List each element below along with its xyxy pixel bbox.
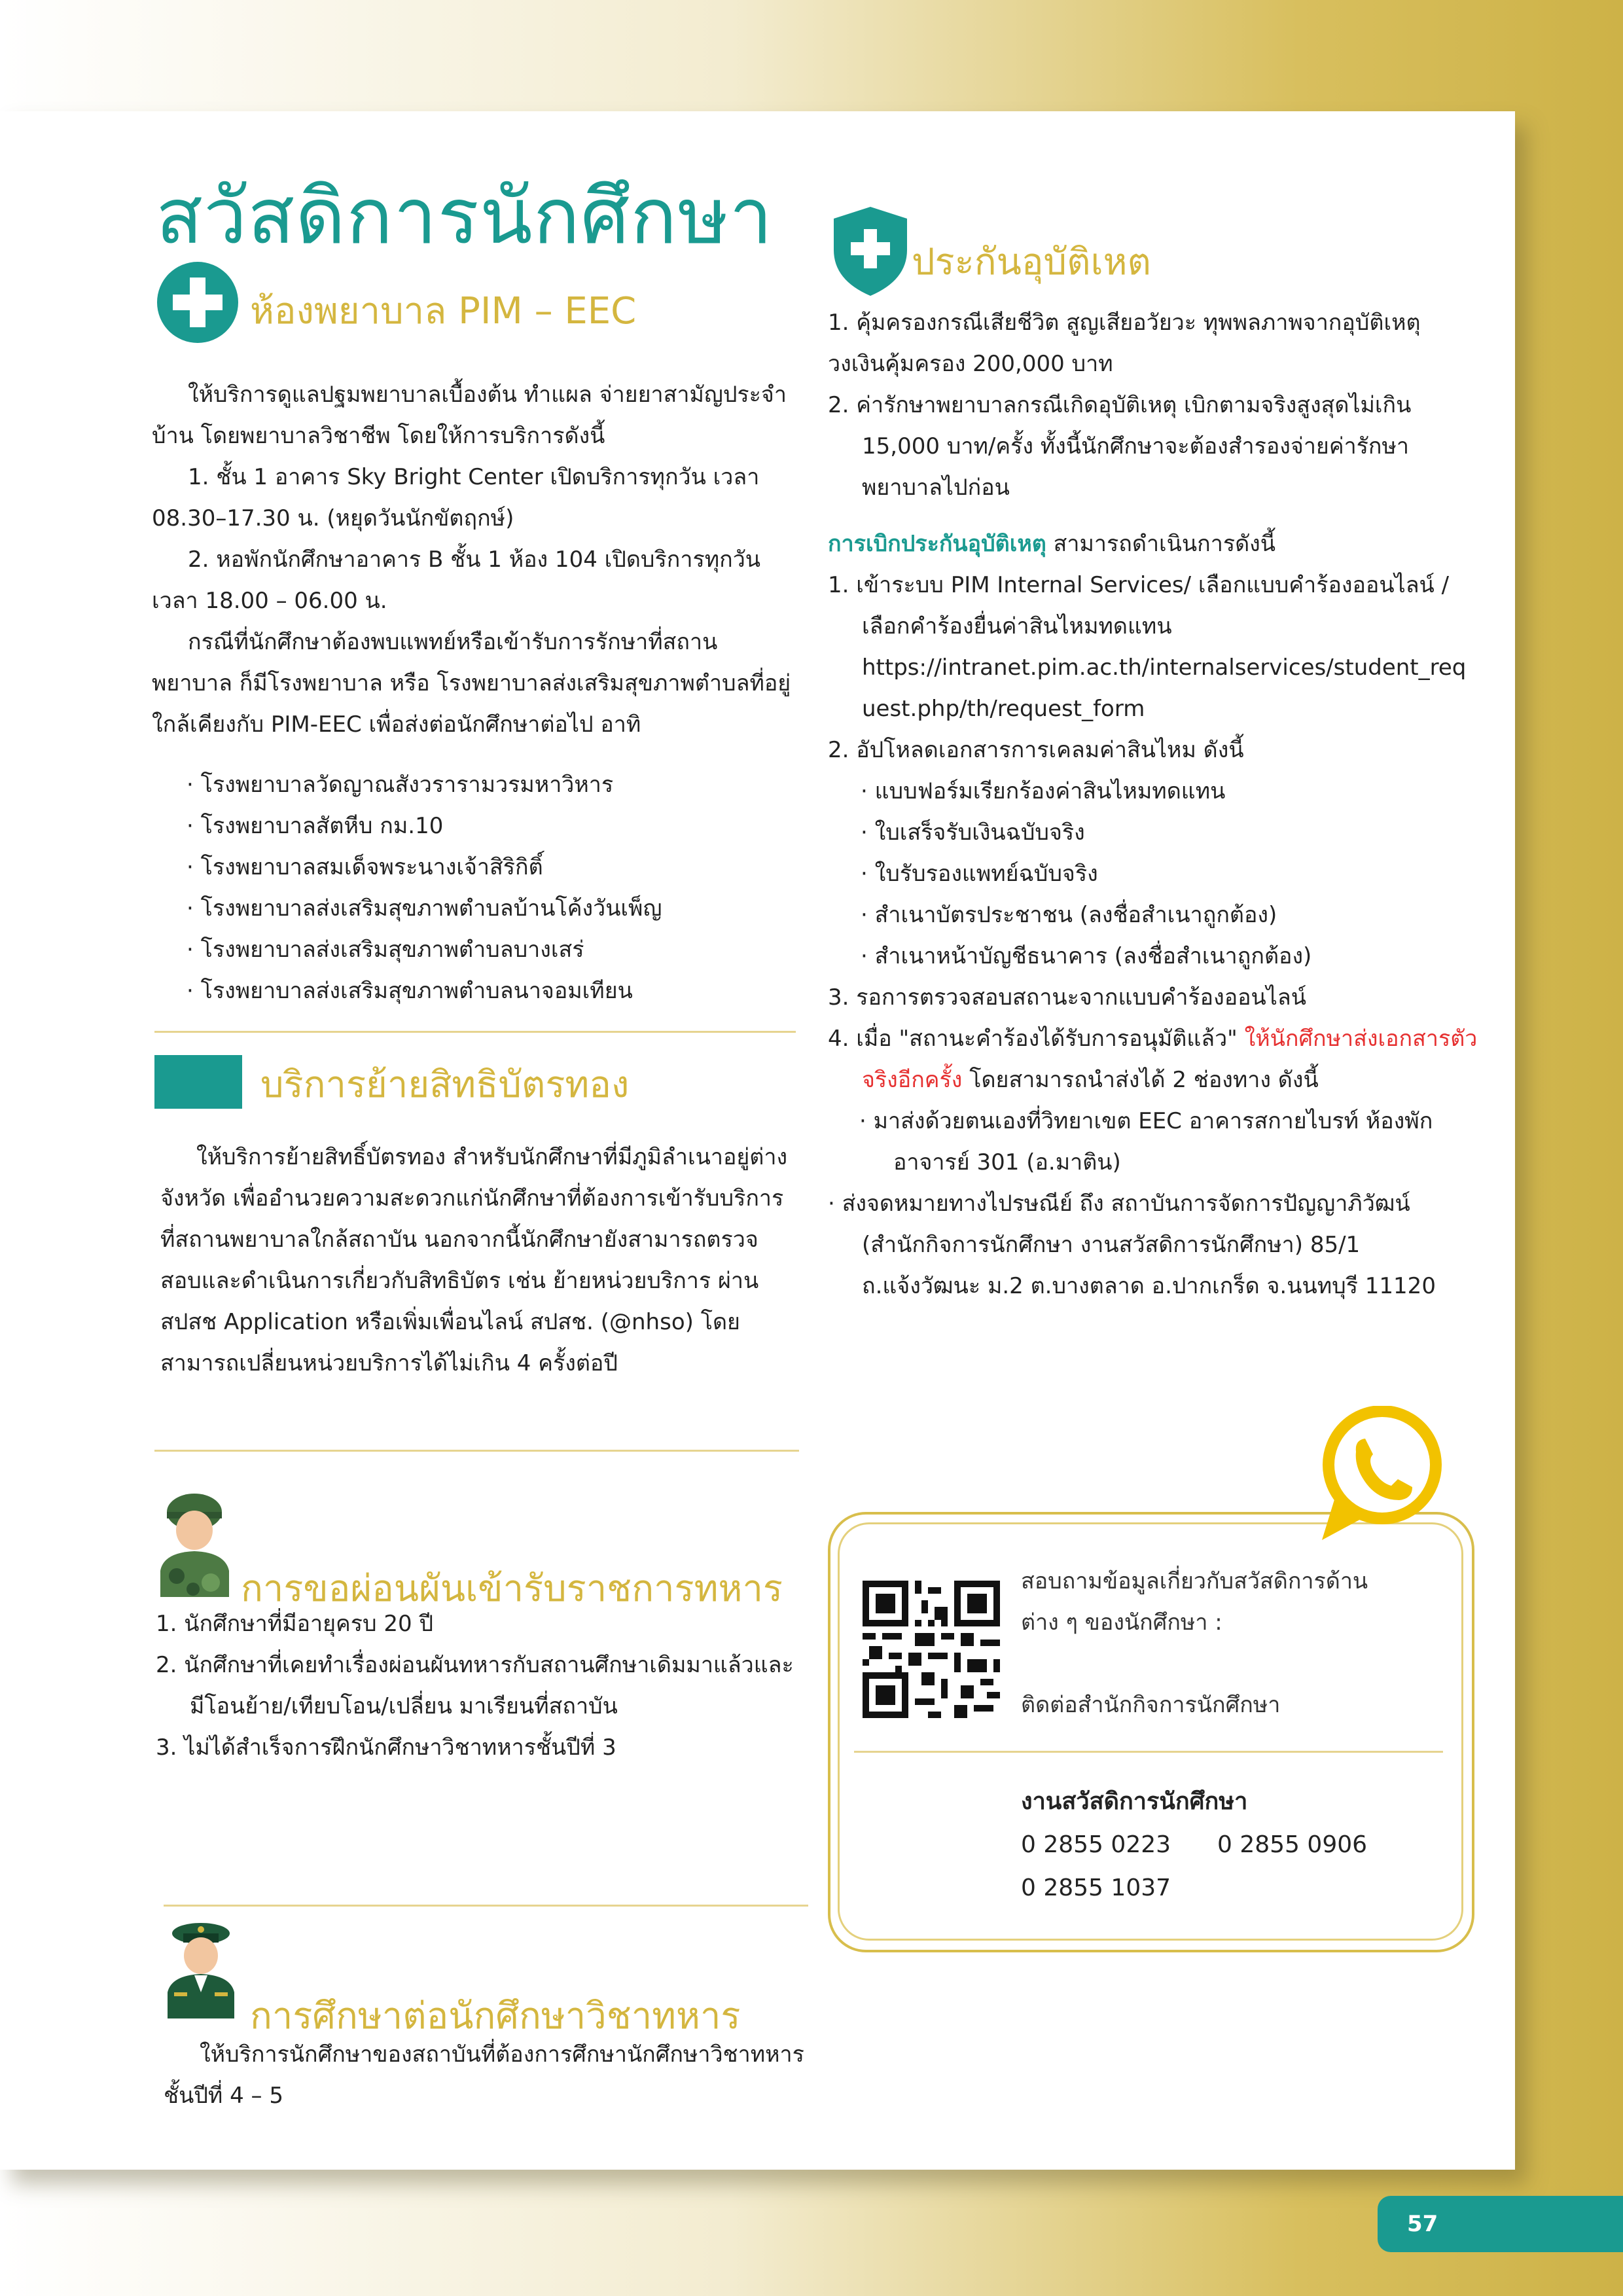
insurance-heading: ประกันอุบัติเหต (912, 241, 1151, 283)
divider (154, 1450, 799, 1452)
list-item: · สำเนาบัตรประชาชน (ลงชื่อสำเนาถูกต้อง) (861, 902, 1277, 928)
insurance-claim (828, 524, 1479, 1307)
list-item: · โรงพยาบาลส่งเสริมสุขภาพตำบลบ้านโค้งวันเพ็ญ (187, 895, 662, 922)
phone-bubble-icon (1315, 1406, 1446, 1543)
step4-text: 4. เมื่อ "สถานะคำร้องได้รับการอนุมัติแล้ว" (828, 1026, 1245, 1052)
first-aid-icon (157, 262, 238, 343)
list-item: · โรงพยาบาลส่งเสริมสุขภาพตำบลนาจอมเทียน (187, 978, 633, 1004)
contact-line-1: สอบถามข้อมูลเกี่ยวกับสวัสดิการด้าน (1021, 1568, 1368, 1594)
claim-step-4 (828, 1018, 1479, 1101)
office-name: งานสวัสดิการนักศึกษา (1021, 1788, 1248, 1815)
list-item: 1. นักศึกษาที่มีอายุครบ 20 ปี (156, 1611, 434, 1637)
officer-icon (165, 1919, 237, 2018)
contact-phones (1021, 1780, 1367, 1910)
list-item: · สำเนาหน้าบัญชีธนาคาร (ลงชื่อสำเนาถูกต้อง) (861, 943, 1312, 969)
claim-step-3: 3. รอการตรวจสอบสถานะจากแบบคำร้องออนไลน์ (828, 984, 1306, 1011)
insurance-coverage (828, 302, 1479, 509)
list-item: · ใบรับรองแพทย์ฉบับจริง (861, 861, 1098, 887)
gold-card-body (160, 1137, 795, 1384)
list-item: · แบบฟอร์มเรียกร้องค่าสินไหมทดแทน (861, 778, 1226, 804)
soldier-icon (157, 1492, 232, 1597)
contact-info (1021, 1561, 1446, 1726)
list-item: · โรงพยาบาลส่งเสริมสุขภาพตำบลบางเสร่ (187, 937, 584, 963)
clinic-intro: ให้บริการดูแลปฐมพยาบาลเบื้องต้น ทำแผล จ่ายยาสามัญประจำบ้าน โดยพยาบาลวิชาชีพ โดยให้การบริการดังนี้ (152, 382, 787, 449)
list-item: 3. ไม่ได้สำเร็จการฝึกนักศึกษาวิชาทหารชั้นปีที่ 3 (156, 1734, 616, 1761)
list-item: 2. นักศึกษาที่เคยทำเรื่องผ่อนผันทหารกับสถานศึกษาเดิมมาแล้วและมีโอนย้าย/เทียบโอน/เปลี่ยน มาเรียนที่สถาบัน (156, 1652, 794, 1719)
claim-step-1: 1. เข้าระบบ PIM Internal Services/ เลือกแบบคำร้องออนไลน์ / เลือกคำร้องยื่นค่าสินไหมทดแทน (828, 572, 1450, 639)
gold-card-heading: บริการย้ายสิทธิบัตรทอง (260, 1064, 630, 1106)
list-item: 1. คุ้มครองกรณีเสียชีวิต สูญเสียอวัยวะ ทุพพลภาพจากอุบัติเหตุ วงเงินคุ้มครอง 200,000 บาท (828, 310, 1421, 377)
list-item: · โรงพยาบาลวัดญาณสังวรารามวรมหาวิหาร (187, 772, 614, 798)
shield-icon (831, 204, 910, 297)
divider (854, 1751, 1443, 1753)
divider (164, 1905, 808, 1907)
phone-number[interactable]: 0 2855 0223 (1021, 1831, 1171, 1858)
military-defer-list (156, 1604, 800, 1768)
page-title: สวัสดิการนักศึกษา (156, 171, 774, 261)
list-item: · ใบเสร็จรับเงินฉบับจริง (861, 819, 1085, 846)
clinic-referral: กรณีที่นักศึกษาต้องพบแพทย์หรือเข้ารับการรักษาที่สถานพยาบาล ก็มีโรงพยาบาล หรือ โรงพยาบาลส่งเสริมสุขภาพตำบลที่อยู่ใกล้เคียงกับ PIM-EEC เพื่อส่งต่อนักศึกษาต่อไป อาทิ (152, 629, 791, 738)
step4-text-end: โดยสามารถนำส่งได้ 2 ช่องทาง ดังนี้ (962, 1067, 1319, 1093)
clinic-location-1: 1. ชั้น 1 อาคาร Sky Bright Center เปิดบริการทุกวัน เวลา 08.30–17.30 น. (หยุดวันนักขัตฤกษ์) (152, 464, 760, 531)
phone-row (1021, 1823, 1367, 1867)
military-study-body (164, 2034, 808, 2117)
section-marker (154, 1055, 242, 1109)
page-number: 57 (1378, 2196, 1623, 2252)
clinic-body (152, 374, 796, 745)
military-study-heading: การศึกษาต่อนักศึกษาวิชาทหาร (250, 1995, 741, 2037)
gold-card-paragraph: ให้บริการย้ายสิทธิ์บัตรทอง สำหรับนักศึกษาที่มีภูมิลำเนาอยู่ต่างจังหวัด เพื่ออำนวยความสะดวกแก่นักศึกษาที่ต้องการเข้ารับบริการที่สถานพยาบาลใกล้สถาบัน นอกจากนี้นักศึกษายังสามารถตรวจสอบและดำเนินการเกี่ยวกับสิทธิบัตร เช่น ย้ายหน่วยบริการ ผ่าน สปสช Application หรือเพิ่มเพื่อนไลน์ สปสช. (@nhso) โดยสามารถเปลี่ยนหน่วยบริการได้ไม่เกิน 4 ครั้งต่อปี (160, 1144, 788, 1376)
hospital-list (187, 764, 795, 1012)
phone-number[interactable]: 0 2855 1037 (1021, 1874, 1171, 1901)
claim-label: การเบิกประกันอุบัติเหตุ (828, 531, 1046, 557)
clinic-location-2: 2. หอพักนักศึกษาอาคาร B ชั้น 1 ห้อง 104 เปิดบริการทุกวัน เวลา 18.00 – 06.00 น. (152, 547, 761, 614)
military-defer-heading: การขอผ่อนผันเข้ารับราชการทหาร (241, 1568, 783, 1610)
phone-number[interactable]: 0 2855 0906 (1217, 1831, 1368, 1858)
list-item: · โรงพยาบาลสัตหีบ กม.10 (187, 813, 444, 839)
divider (154, 1031, 796, 1033)
claim-intro: สามารถดำเนินการดังนี้ (1046, 531, 1276, 557)
claim-intro-line (828, 524, 1479, 565)
qr-code[interactable] (863, 1581, 1000, 1718)
claim-step-2: 2. อัปโหลดเอกสารการเคลมค่าสินไหม ดังนี้ (828, 737, 1244, 763)
list-item: · ส่งจดหมายทางไปรษณีย์ ถึง สถาบันการจัดการปัญญาภิวัฒน์ (สำนักกิจการนักศึกษา งานสวัสดิการนักศึกษา) 85/1 ถ.แจ้งวัฒนะ ม.2 ต.บางตลาด อ.ปากเกร็ด จ.นนทบุรี 11120 (828, 1191, 1436, 1299)
list-item: · โรงพยาบาลสมเด็จพระนางเจ้าสิริกิติ์ (187, 854, 543, 880)
clinic-heading: ห้องพยาบาล PIM – EEC (250, 290, 637, 332)
claim-url[interactable]: https://intranet.pim.ac.th/internalservices/student_request.php/th/request_form (862, 655, 1467, 722)
step4-highlight: ให้นักศึกษาส่งเอกสารตัวจริงอีกครั้ง (862, 1026, 1478, 1093)
list-item: 2. ค่ารักษาพยาบาลกรณีเกิดอุบัติเหตุ เบิกตามจริงสูงสุดไม่เกิน 15,000 บาท/ครั้ง ทั้งนี้นักศึกษาจะต้องสำรองจ่ายค่ารักษาพยาบาลไปก่อน (828, 392, 1412, 501)
list-item: · มาส่งด้วยตนเองที่วิทยาเขต EEC อาคารสกายไบรท์ ห้องพักอาจารย์ 301 (อ.มาติน) (859, 1108, 1433, 1175)
contact-line-3: ติดต่อสำนักกิจการนักศึกษา (1021, 1692, 1281, 1718)
military-study-paragraph: ให้บริการนักศึกษาของสถาบันที่ต้องการศึกษานักศึกษาวิชาทหารชั้นปีที่ 4 – 5 (164, 2041, 804, 2109)
contact-line-2: ต่าง ๆ ของนักศึกษา : (1021, 1609, 1222, 1636)
